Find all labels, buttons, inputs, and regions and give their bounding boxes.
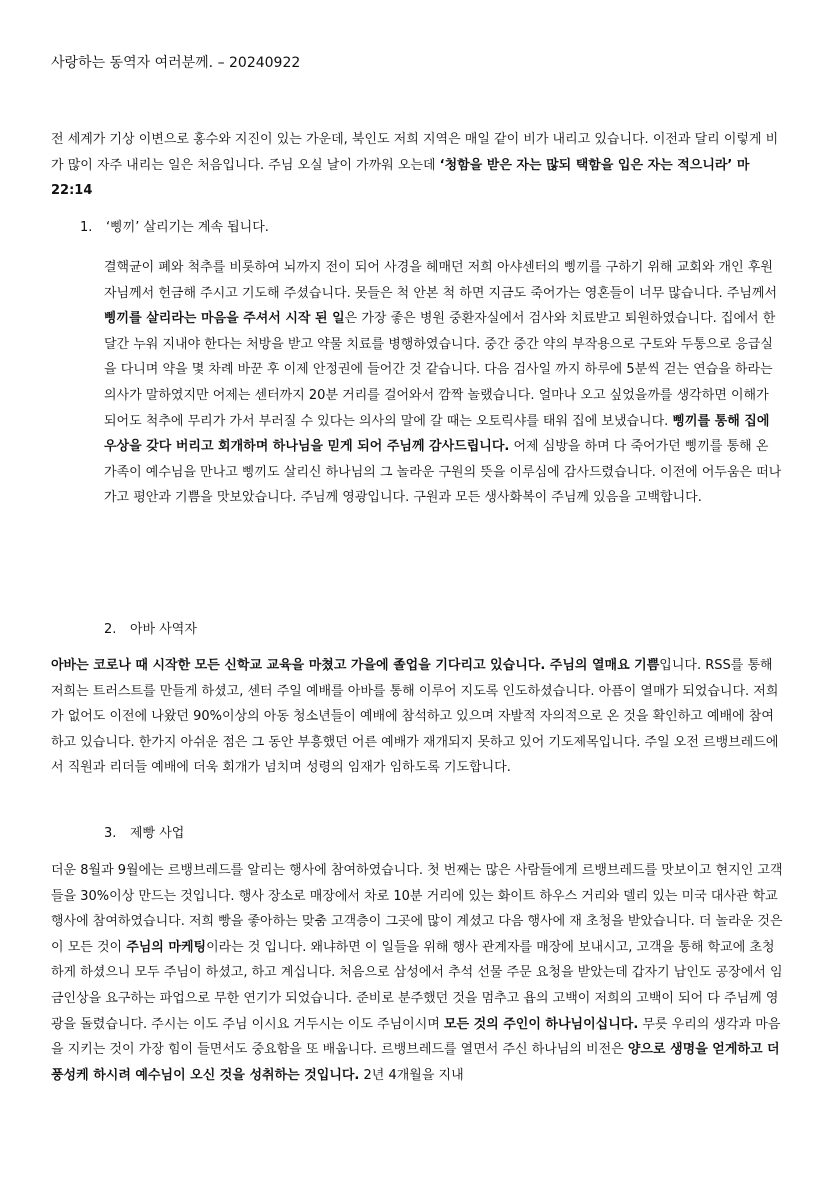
section-3-bold-2: 모든 것의 주인이 하나님이십니다. [443,1016,639,1032]
section-1-heading [80,217,269,239]
section-3-paragraph [51,858,785,1088]
section-3-title: 제빵 사업 [130,826,185,841]
intro-bible-verse: ‘청함을 받은 자는 많되 택함을 입은 자는 적으니라’ 마22:14 [51,157,750,199]
section-3-text-1: 더운 8월과 9월에는 르뱅브레드를 알리는 행사에 참여하였습니다. 첫 번째는 많은 사람들에게 르뱅브레드를 맛보이고 현지인 고객들을 30%이상 만드는 것입니다. 행사 장소로 매장에서 차로 10분 거리에 있는 화이트 하우스 거리와 델리 있는 미국 대사관 학교 행사에 참여하였습니다. 저희 빵을 좋아하는 맞춤 고객층이 그곳에 많이 계셨고 다음 행사에 재 초청을 받았습니다. 더 놀라운 것은 이 모든 것이 [51,863,783,955]
section-1-bold-2: 삥끼를 통해 집에 우상을 갖다 버리고 회개하며 하나님을 믿게 되어 주님께 감사드립니다. [104,413,770,455]
section-2-title: 아바 사역자 [130,622,197,637]
section-3-text-3: 무릇 우리의 생각과 마음을 지키는 것이 가장 힘이 들면서도 중요함을 또 배웁니다. 르뱅브레드를 열면서 주신 하나님의 비전은 [51,1016,781,1058]
section-2-bold-1: 아바는 코로나 때 시작한 모든 신학교 교육을 마쳤고 가을에 졸업을 기다리고 있습니다. 주님의 열매요 기쁨 [51,658,660,673]
section-1-text-2: 은 가장 좋은 병원 중환자실에서 검사와 치료받고 퇴원하였습니다. 집에서 한 달간 누워 지내야 한다는 처방을 받고 약물 치료를 병행하였습니다. 중간 중간 약의 부작용으로 구토와 두통으로 응급실을 다니며 약을 몇 차례 바꾼 후 이제 안정권에 들어간 것 같습니다. 다음 검사일 까지 하루에 5분씩 걷는 연습을 하라는 의사가 말하였지만 어제는 센터까지 20분 거리를 걸어와서 깜짝 놀랬습니다. 얼마나 오고 싶었을까를 생각하면 이해가 되어도 척추에 무리가 가서 부러질 수 있다는 의사의 말에 갈 때는 오토릭샤를 태워 집에 보냈습니다. [104,311,776,429]
section-2-heading [104,619,197,641]
section-1-bold-1: 삥끼를 살리라는 마음을 주셔서 시작 된 일 [104,311,345,327]
section-3-text-2: 이라는 것 입니다. 왜냐하면 이 일들을 위해 행사 관계자를 매장에 보내시고, 고객을 통해 학교에 초청하게 하셨으니 모두 주님이 하셨고, 하고 계십니다. 처음으로 삼성에서 추석 선물 주문 요청을 받았는데 갑자기 남인도 공장에서 임금인상을 요구하는 파업으로 무한 연기가 되었습니다. 준비로 분주했던 것을 멈추고 욥의 고백이 저희의 고백이 되어 다 주님께 영광을 돌렸습니다. 주시는 이도 주님 이시요 거두시는 이도 주님이시며 [51,939,783,1032]
section-3-text-4: 2년 4개월을 지내 [359,1067,464,1083]
section-3-number: 3. [104,826,117,841]
section-2-text-1: 입니다. RSS를 통해 저희는 트러스트를 만들게 하셨고, 센터 주일 예배를 아바를 통해 이루어 지도록 인도하셨습니다. 아픔이 열매가 되었습니다. 저희가 없어도 이전에 나왔던 90%이상의 아동 청소년들이 예배에 참석하고 있으며 자발적 자의적으로 온 것을 확인하고 예배에 참여하고 있습니다. 한가지 아쉬운 점은 그 동안 부흥했던 어른 예배가 재개되지 못하고 있어 기도제목입니다. 주일 오전 르뱅브레드에서 직원과 리더들 예배에 더욱 회개가 넘치며 성령의 임재가 임하도록 기도합니다. [51,658,779,776]
intro-paragraph [51,127,785,204]
section-1-text-3: 어제 심방을 하며 다 죽어가던 삥끼를 통해 온 가족이 예수님을 만나고 삥끼도 살리신 하나님의 그 놀라운 구원의 뜻을 이루심에 감사드렸습니다. 이전에 어두움은 떠나가고 평안과 기쁨을 맛보았습니다. 주님께 영광입니다. 구원과 모든 생사화복이 주님께 있음을 고백합니다. [104,439,782,506]
section-1-text-1: 결핵균이 폐와 척추를 비롯하여 뇌까지 전이 되어 사경을 헤매던 저희 아샤센터의 삥끼를 구하기 위해 교회와 개인 후원자님께서 헌금해 주시고 기도해 주셨습니다. 못들은 척 안본 척 하면 지금도 죽어가는 영혼들이 너무 많습니다. 주님께서 [104,260,778,301]
section-3-heading [104,823,184,845]
section-3-bold-3: 양으로 생명을 얻게하고 더 풍성케 하시려 예수님이 오신 것을 성취하는 것입니다. [51,1042,780,1083]
section-1-number: 1. [80,220,93,235]
section-2-number: 2. [104,622,117,637]
section-2-paragraph [51,653,785,781]
section-3-bold-1: 주님의 마케팅 [126,939,207,955]
letter-title: 사랑하는 동역자 여러분께. – 20240922 [51,55,301,71]
intro-text: 전 세계가 기상 이변으로 홍수와 지진이 있는 가운데, 북인도 저희 지역은 매일 같이 비가 내리고 있습니다. 이전과 달리 이렇게 비가 많이 자주 내리는 일은 처음입니다. 주님 오실 날이 가까워 오는데 [51,132,779,173]
section-1-paragraph [104,255,785,511]
section-1-title: ‘삥끼’ 살리기는 계속 됩니다. [106,220,269,235]
